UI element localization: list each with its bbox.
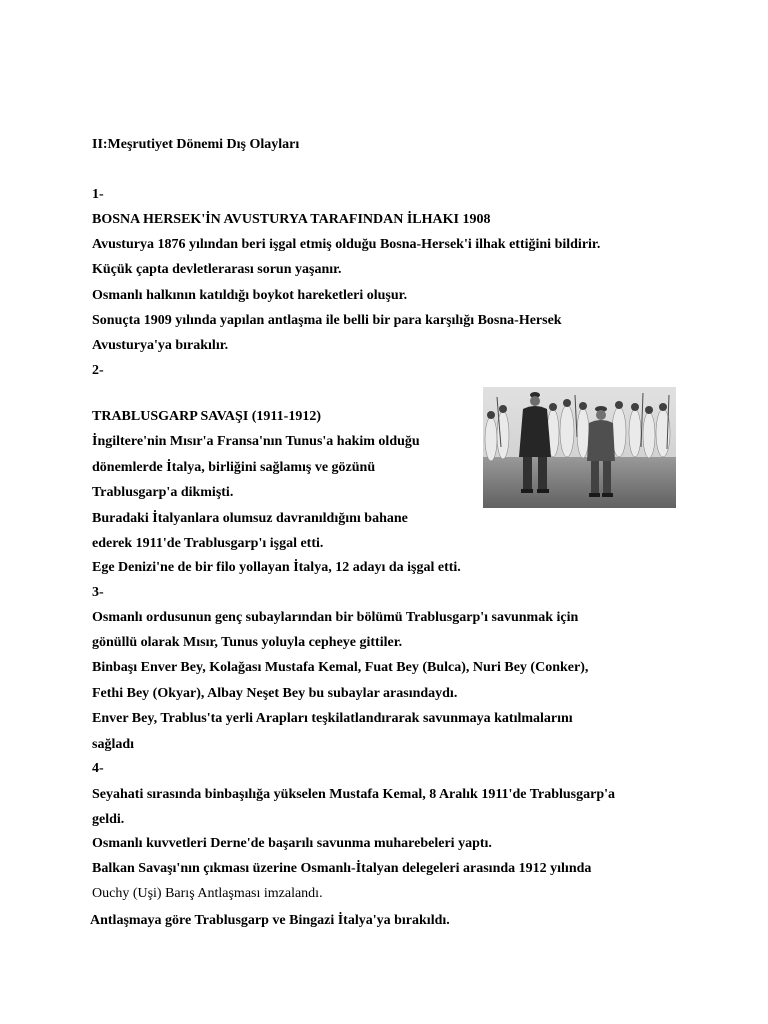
text-line: Osmanlı ordusunun genç subaylarından bir bölümü Trablusgarp'ı savunmak için	[92, 610, 579, 625]
text-line: geldi.	[92, 812, 125, 827]
text-line: İngiltere'nin Mısır'a Fransa'nın Tunus'a hakim olduğu	[92, 434, 420, 449]
section-number-3: 3-	[92, 585, 104, 600]
text-line: Avusturya'ya bırakılır.	[92, 338, 229, 353]
section-number-2: 2-	[92, 363, 104, 378]
text-line: sağladı	[92, 737, 135, 752]
text-line: Ouchy (Uşi) Barış Antlaşması imzalandı.	[92, 886, 323, 901]
section-number-1: 1-	[92, 187, 104, 202]
text-line: Balkan Savaşı'nın çıkması üzerine Osmanlı-İtalyan delegeleri arasında 1912 yılında	[92, 861, 592, 876]
text-line: Ege Denizi'ne de bir filo yollayan İtalya, 12 adayı da işgal etti.	[92, 560, 461, 575]
section-heading: II:Meşrutiyet Dönemi Dış Olayları	[92, 137, 300, 152]
historical-photo	[483, 387, 676, 508]
text-line: Osmanlı kuvvetleri Derne'de başarılı savunma muharebeleri yaptı.	[92, 836, 492, 851]
text-line: Enver Bey, Trablus'ta yerli Arapları teşkilatlandırarak savunmaya katılmalarını	[92, 711, 573, 726]
text-line: dönemlerde İtalya, birliğini sağlamış ve gözünü	[92, 460, 376, 475]
text-line: Küçük çapta devletlerarası sorun yaşanır.	[92, 262, 342, 277]
text-line: Binbaşı Enver Bey, Kolağası Mustafa Kemal, Fuat Bey (Bulca), Nuri Bey (Conker),	[92, 660, 589, 675]
text-line: ederek 1911'de Trablusgarp'ı işgal etti.	[92, 536, 324, 551]
section-number-4: 4-	[92, 761, 104, 776]
trablusgarp-title: TRABLUSGARP SAVAŞI (1911-1912)	[92, 409, 321, 424]
text-line: gönüllü olarak Mısır, Tunus yoluyla cepheye gittiler.	[92, 635, 403, 650]
text-line: Osmanlı halkının katıldığı boykot hareketleri oluşur.	[92, 288, 408, 303]
bosna-hersek-title: BOSNA HERSEK'İN AVUSTURYA TARAFINDAN İLHAKI 1908	[92, 212, 491, 227]
text-line: Buradaki İtalyanlara olumsuz davranıldığını bahane	[92, 511, 408, 526]
text-line: Sonuçta 1909 yılında yapılan antlaşma ile belli bir para karşılığı Bosna-Hersek	[92, 313, 562, 328]
text-line: Avusturya 1876 yılından beri işgal etmiş olduğu Bosna-Hersek'i ilhak ettiğini bildirir.	[92, 237, 601, 252]
text-line: Antlaşmaya göre Trablusgarp ve Bingazi İtalya'ya bırakıldı.	[90, 913, 450, 928]
text-line: Trablusgarp'a dikmişti.	[92, 485, 234, 500]
text-line: Fethi Bey (Okyar), Albay Neşet Bey bu subaylar arasındaydı.	[92, 686, 458, 701]
photo-soldiers-image	[483, 387, 676, 508]
text-line: Seyahati sırasında binbaşılığa yükselen Mustafa Kemal, 8 Aralık 1911'de Trablusgarp'a	[92, 787, 616, 802]
